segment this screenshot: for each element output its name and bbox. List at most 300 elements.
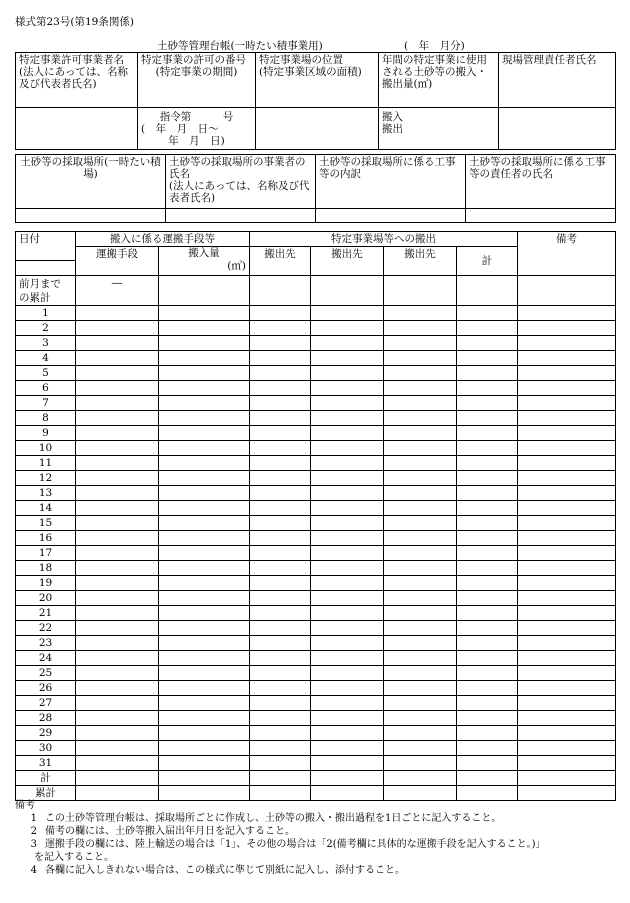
day-cell[interactable] [311,531,384,546]
day-cell[interactable] [159,366,250,381]
day-cell[interactable] [311,741,384,756]
day-cell[interactable] [311,456,384,471]
total-cell[interactable] [76,771,159,786]
day-cell[interactable] [250,426,311,441]
prev-month-label-1: 前月まで [19,277,61,290]
day-cell[interactable] [518,561,616,576]
day-cell[interactable] [518,366,616,381]
day-cell[interactable] [76,411,159,426]
day-cell[interactable] [250,711,311,726]
total-cell[interactable] [384,771,457,786]
daily-ledger-table [15,231,616,801]
header-source-responsible: 土砂等の採取場所に係る工事等の責任者の氏名 [466,155,616,209]
day-cell[interactable] [76,351,159,366]
day-cell[interactable] [159,591,250,606]
day-cell[interactable] [518,396,616,411]
day-cell[interactable] [76,741,159,756]
day-cell[interactable] [76,336,159,351]
day-cell[interactable] [76,426,159,441]
day-label: 31 [16,756,76,771]
day-cell[interactable] [76,516,159,531]
site-manager-value[interactable] [499,108,616,150]
day-cell[interactable] [159,351,250,366]
header-out-group: 特定事業場等への搬出 [250,232,518,247]
day-cell[interactable] [384,336,457,351]
day-row [16,486,616,501]
day-label: 3 [16,336,76,351]
day-label: 25 [16,666,76,681]
day-cell[interactable] [311,306,384,321]
day-rows [16,306,616,771]
day-cell[interactable] [311,621,384,636]
day-cell[interactable] [518,486,616,501]
day-cell[interactable] [518,411,616,426]
day-cell[interactable] [384,441,457,456]
day-cell[interactable] [457,426,518,441]
day-label: 29 [16,726,76,741]
note-item [15,825,620,838]
day-cell[interactable] [457,531,518,546]
day-cell[interactable] [518,321,616,336]
day-cell[interactable] [159,756,250,771]
day-cell[interactable] [457,651,518,666]
day-cell[interactable] [311,441,384,456]
day-label: 18 [16,561,76,576]
day-label: 4 [16,351,76,366]
day-cell[interactable] [76,501,159,516]
day-cell[interactable] [384,306,457,321]
day-label: 15 [16,516,76,531]
day-cell[interactable] [384,696,457,711]
day-cell[interactable] [76,366,159,381]
prev-month-dest-3[interactable] [384,276,457,306]
day-cell[interactable] [159,606,250,621]
day-cell[interactable] [159,531,250,546]
day-cell[interactable] [457,636,518,651]
day-cell[interactable] [76,681,159,696]
day-cell[interactable] [250,681,311,696]
day-cell[interactable] [76,381,159,396]
day-cell[interactable] [76,726,159,741]
header-source-site: 土砂等の採取場所(一時たい積場) [16,155,166,209]
day-cell[interactable] [457,486,518,501]
day-cell[interactable] [518,336,616,351]
day-cell[interactable] [159,636,250,651]
day-cell[interactable] [518,636,616,651]
day-cell[interactable] [250,576,311,591]
day-cell[interactable] [384,456,457,471]
day-cell[interactable] [518,726,616,741]
day-cell[interactable] [159,471,250,486]
day-cell[interactable] [311,726,384,741]
day-cell[interactable] [76,456,159,471]
day-cell[interactable] [518,591,616,606]
day-cell[interactable] [384,531,457,546]
day-cell[interactable] [250,591,311,606]
day-cell[interactable] [250,336,311,351]
day-cell[interactable] [311,381,384,396]
day-cell[interactable] [311,366,384,381]
header-in-amount [159,247,250,276]
day-cell[interactable] [457,726,518,741]
note-number: 3 [30,839,37,850]
day-cell[interactable] [457,366,518,381]
day-cell[interactable] [76,756,159,771]
day-cell[interactable] [457,696,518,711]
day-cell[interactable] [159,321,250,336]
day-cell[interactable] [457,621,518,636]
note-number: 1 [30,813,37,824]
day-cell[interactable] [250,696,311,711]
day-cell[interactable] [250,651,311,666]
day-row [16,621,616,636]
day-cell[interactable] [311,636,384,651]
day-label: 14 [16,501,76,516]
day-cell[interactable] [457,501,518,516]
day-cell[interactable] [159,621,250,636]
header-transport-group: 搬入に係る運搬手段等 [76,232,250,247]
day-cell[interactable] [384,471,457,486]
day-cell[interactable] [384,606,457,621]
day-cell[interactable] [159,516,250,531]
day-row [16,711,616,726]
day-cell[interactable] [457,666,518,681]
note-text: を記入すること。 [34,852,114,863]
day-cell[interactable] [518,441,616,456]
day-cell[interactable] [384,681,457,696]
day-cell[interactable] [457,306,518,321]
day-cell[interactable] [518,456,616,471]
day-cell[interactable] [457,591,518,606]
day-cell[interactable] [311,546,384,561]
day-cell[interactable] [384,561,457,576]
total-cell[interactable] [457,771,518,786]
day-cell[interactable] [311,426,384,441]
day-cell[interactable] [250,441,311,456]
day-cell[interactable] [518,711,616,726]
day-cell[interactable] [250,741,311,756]
day-cell[interactable] [250,411,311,426]
note-text: 備考の欄には、土砂等搬入届出年月日を記入すること。 [45,826,295,837]
day-cell[interactable] [250,516,311,531]
day-cell[interactable] [159,681,250,696]
day-cell[interactable] [250,456,311,471]
day-cell[interactable] [457,396,518,411]
header-dest-2: 搬出先 [311,247,384,276]
day-cell[interactable] [457,321,518,336]
day-cell[interactable] [457,741,518,756]
source-responsible-value[interactable] [466,209,616,223]
day-label: 23 [16,636,76,651]
day-cell[interactable] [457,516,518,531]
site-location-value[interactable] [256,108,379,150]
day-cell[interactable] [311,486,384,501]
annual-volume-value[interactable] [379,108,499,150]
day-cell[interactable] [311,756,384,771]
day-cell[interactable] [518,381,616,396]
out-label: 搬出 [382,123,403,135]
day-cell[interactable] [457,381,518,396]
total-cell[interactable] [250,771,311,786]
day-cell[interactable] [311,711,384,726]
day-cell[interactable] [159,441,250,456]
day-cell[interactable] [250,531,311,546]
day-cell[interactable] [76,396,159,411]
note-text: 運搬手段の欄には、陸上輸送の場合は「1」、その他の場合は「2(備考欄に具体的な運搬手段を記入すること。)」 [45,839,546,850]
day-cell[interactable] [311,516,384,531]
permit-number-value[interactable] [138,108,256,150]
prev-month-dest-1[interactable] [250,276,311,306]
day-cell[interactable] [384,411,457,426]
day-cell[interactable] [76,531,159,546]
day-cell[interactable] [518,621,616,636]
prev-month-remarks[interactable] [518,276,616,306]
day-cell[interactable] [518,666,616,681]
day-cell[interactable] [311,576,384,591]
day-cell[interactable] [384,621,457,636]
business-info-table [15,52,616,150]
day-cell[interactable] [250,306,311,321]
day-cell[interactable] [311,696,384,711]
day-cell[interactable] [159,336,250,351]
day-cell[interactable] [250,471,311,486]
day-cell[interactable] [159,426,250,441]
day-row [16,321,616,336]
source-operator-value[interactable] [166,209,316,223]
day-cell[interactable] [311,651,384,666]
day-cell[interactable] [518,696,616,711]
day-cell[interactable] [250,321,311,336]
day-cell[interactable] [159,546,250,561]
day-cell[interactable] [518,576,616,591]
day-row [16,606,616,621]
day-cell[interactable] [76,576,159,591]
day-cell[interactable] [159,456,250,471]
total-cell[interactable] [159,771,250,786]
day-cell[interactable] [457,681,518,696]
day-cell[interactable] [457,546,518,561]
day-cell[interactable] [159,381,250,396]
day-cell[interactable] [384,666,457,681]
day-cell[interactable] [250,546,311,561]
day-cell[interactable] [311,471,384,486]
prev-month-label-2: の累計 [19,291,51,304]
day-label: 22 [16,621,76,636]
day-row [16,546,616,561]
day-cell[interactable] [518,351,616,366]
day-cell[interactable] [384,321,457,336]
prev-month-in[interactable] [159,276,250,306]
day-cell[interactable] [159,741,250,756]
day-cell[interactable] [384,576,457,591]
day-label: 2 [16,321,76,336]
day-cell[interactable] [250,621,311,636]
day-label: 7 [16,396,76,411]
day-row [16,756,616,771]
day-label: 9 [16,426,76,441]
day-cell[interactable] [250,396,311,411]
day-cell[interactable] [384,591,457,606]
day-cell[interactable] [250,501,311,516]
day-cell[interactable] [457,711,518,726]
day-cell[interactable] [518,516,616,531]
day-cell[interactable] [250,351,311,366]
day-cell[interactable] [311,501,384,516]
day-cell[interactable] [311,411,384,426]
day-cell[interactable] [250,666,311,681]
day-cell[interactable] [311,681,384,696]
day-row [16,426,616,441]
day-cell[interactable] [518,741,616,756]
day-cell[interactable] [159,666,250,681]
period-label: ( 年 月分) [404,40,465,52]
day-cell[interactable] [457,606,518,621]
day-cell[interactable] [311,336,384,351]
day-cell[interactable] [311,351,384,366]
day-cell[interactable] [457,561,518,576]
day-cell[interactable] [76,486,159,501]
day-cell[interactable] [518,651,616,666]
day-cell[interactable] [76,606,159,621]
day-cell[interactable] [384,741,457,756]
day-cell[interactable] [159,306,250,321]
source-info-table [15,154,616,223]
day-row [16,531,616,546]
day-row [16,696,616,711]
note-text: 各欄に記入しきれない場合は、この様式に準じて別紙に記入し、添付すること。 [45,865,405,876]
day-cell[interactable] [76,441,159,456]
header-source-works: 土砂等の採取場所に係る工事等の内訳 [316,155,466,209]
day-cell[interactable] [457,756,518,771]
day-cell[interactable] [518,546,616,561]
total-cell[interactable] [311,771,384,786]
day-cell[interactable] [76,636,159,651]
day-cell[interactable] [518,756,616,771]
day-row [16,726,616,741]
day-cell[interactable] [518,531,616,546]
header-permit-number-label: 特定事業の許可の番号 [141,54,246,66]
day-cell[interactable] [518,501,616,516]
day-cell[interactable] [384,711,457,726]
day-cell[interactable] [311,321,384,336]
day-cell[interactable] [76,306,159,321]
day-cell[interactable] [311,561,384,576]
day-cell[interactable] [518,606,616,621]
day-cell[interactable] [384,501,457,516]
day-cell[interactable] [384,426,457,441]
day-cell[interactable] [457,336,518,351]
day-cell[interactable] [384,726,457,741]
header-dest-3: 搬出先 [384,247,457,276]
day-cell[interactable] [384,516,457,531]
header-site-location-label: 特定事業場の位置 [259,54,343,66]
day-cell[interactable] [384,486,457,501]
day-cell[interactable] [250,756,311,771]
header-date-spacer [16,261,76,276]
note-item [15,864,620,877]
day-cell[interactable] [457,441,518,456]
day-cell[interactable] [159,501,250,516]
day-cell[interactable] [457,471,518,486]
day-cell[interactable] [159,411,250,426]
day-cell[interactable] [76,711,159,726]
day-cell[interactable] [159,726,250,741]
day-cell[interactable] [250,486,311,501]
day-cell[interactable] [159,576,250,591]
day-cell[interactable] [311,396,384,411]
day-cell[interactable] [76,591,159,606]
day-cell[interactable] [518,426,616,441]
day-cell[interactable] [311,606,384,621]
source-site-value[interactable] [16,209,166,223]
day-cell[interactable] [311,666,384,681]
day-cell[interactable] [384,381,457,396]
day-cell[interactable] [250,606,311,621]
day-cell[interactable] [76,321,159,336]
source-works-value[interactable] [316,209,466,223]
total-cell[interactable] [518,771,616,786]
permit-period-end: 年 月 日) [168,135,225,147]
day-cell[interactable] [384,636,457,651]
day-cell[interactable] [518,681,616,696]
prev-month-dest-2[interactable] [311,276,384,306]
prev-month-out-total[interactable] [457,276,518,306]
header-dest-1: 搬出先 [250,247,311,276]
day-cell[interactable] [384,351,457,366]
day-cell[interactable] [250,366,311,381]
day-row [16,591,616,606]
day-row [16,456,616,471]
day-cell[interactable] [76,651,159,666]
prev-month-label [16,276,76,306]
day-cell[interactable] [250,726,311,741]
day-cell[interactable] [159,711,250,726]
day-cell[interactable] [76,621,159,636]
day-cell[interactable] [457,456,518,471]
header-permit-holder-label: 特定事業許可事業者名 [19,54,124,66]
day-cell[interactable] [518,471,616,486]
day-cell[interactable] [76,546,159,561]
day-cell[interactable] [384,756,457,771]
day-cell[interactable] [250,636,311,651]
day-cell[interactable] [159,486,250,501]
day-cell[interactable] [76,666,159,681]
header-site-location-note: (特定事業区域の面積) [259,66,362,78]
permit-holder-value[interactable] [16,108,138,150]
day-cell[interactable] [311,591,384,606]
day-cell[interactable] [76,471,159,486]
day-cell[interactable] [76,561,159,576]
day-cell[interactable] [457,351,518,366]
day-cell[interactable] [250,381,311,396]
day-cell[interactable] [159,561,250,576]
day-cell[interactable] [250,561,311,576]
day-label: 28 [16,711,76,726]
day-cell[interactable] [384,396,457,411]
day-cell[interactable] [76,696,159,711]
day-cell[interactable] [384,651,457,666]
day-cell[interactable] [384,546,457,561]
day-row [16,501,616,516]
day-cell[interactable] [159,696,250,711]
day-cell[interactable] [457,576,518,591]
header-permit-holder-note: (法人にあっては、名称及び代表者氏名) [19,66,128,90]
day-cell[interactable] [457,411,518,426]
day-cell[interactable] [518,306,616,321]
day-cell[interactable] [159,396,250,411]
day-cell[interactable] [384,366,457,381]
day-cell[interactable] [159,651,250,666]
